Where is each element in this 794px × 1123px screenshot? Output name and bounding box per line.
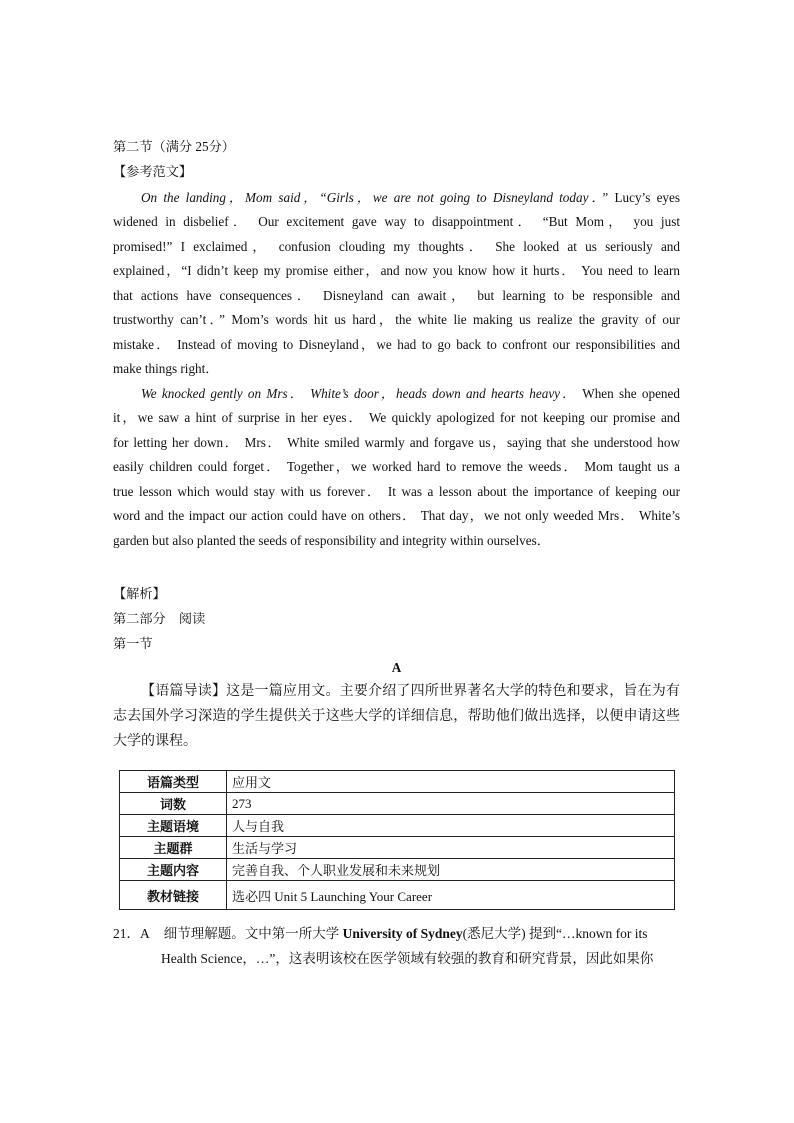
essay-p2-line-7: garden but also planted the seeds of responsibility and integrity within ourselves． xyxy=(113,533,550,548)
table-key: 教材链接 xyxy=(120,881,227,910)
essay-p1-line-1 xyxy=(141,189,680,207)
question-21-university: University of Sydney xyxy=(342,926,463,941)
essay-p1-line-1-rest: Lucy’s eyes xyxy=(608,190,681,205)
essay-p2-line-1-rest: When she opened xyxy=(577,386,680,401)
part-two-heading: 第二部分 阅读 xyxy=(113,611,206,626)
intro-line-2: 志去国外学习深造的学生提供关于这些大学的详细信息，帮助他们做出选择，以便申请这些 xyxy=(113,709,680,724)
analysis-label: 【解析】 xyxy=(113,586,166,601)
table-row xyxy=(120,793,675,815)
table-value: 273 xyxy=(227,793,675,815)
essay-p1-italic-lead: On the landing，Mom said，“Girls，we are not going to Disneyland today．” xyxy=(141,190,609,205)
table-key: 主题内容 xyxy=(120,859,227,881)
section-header: 第二节（满分 25分） xyxy=(113,139,235,154)
question-21-text-b: (悉尼大学) 提到“…known for its xyxy=(462,926,648,941)
essay-p1-line-8: make things right． xyxy=(113,361,219,376)
essay-p2-line-5: true lesson which would stay with us forever． It was a lesson about the importance of keeping our xyxy=(113,484,680,499)
essay-p1-line-3: promised!” I exclaimed， confusion clouding my thoughts． She looked at us seriously and xyxy=(113,239,680,254)
passage-info-table xyxy=(119,770,675,910)
table-key: 主题群 xyxy=(120,837,227,859)
essay-p2-line-1 xyxy=(141,385,680,403)
essay-p1-line-5: that actions have consequences． Disneyland can await， but learning to be responsible and xyxy=(113,288,680,303)
table-key: 语篇类型 xyxy=(120,771,227,793)
table-row xyxy=(120,771,675,793)
essay-p1-line-6: trustworthy can’t．” Mom’s words hit us hard，the white lie making us realize the gravity of our xyxy=(113,312,680,327)
essay-p1-line-4: explained，“I didn’t keep my promise either，and now you know how it hurts． You need to learn xyxy=(113,263,680,278)
section-one-heading: 第一节 xyxy=(113,636,153,651)
essay-p1-line-2: widened in disbelief． Our excitement gave way to disappointment． “But Mom， you just xyxy=(113,214,680,229)
table-row xyxy=(120,837,675,859)
table-key: 词数 xyxy=(120,793,227,815)
essay-p1-line-7: mistake． Instead of moving to Disneyland，we had to go back to confront our responsibilities and xyxy=(113,337,680,352)
intro-line-3: 大学的课程。 xyxy=(113,734,197,749)
table-row xyxy=(120,881,675,910)
essay-p2-line-4: easily children could forget． Together，we worked hard to remove the weeds． Mom taught us a xyxy=(113,459,680,474)
intro-line-1: 【语篇导读】这是一篇应用文。主要介绍了四所世界著名大学的特色和要求，旨在为有 xyxy=(141,684,680,699)
table-key: 主题语境 xyxy=(120,815,227,837)
reference-label: 【参考范文】 xyxy=(113,164,193,179)
essay-p2-italic-lead: We knocked gently on Mrs． White’s door，heads down and hearts heavy． xyxy=(141,386,578,401)
question-21-line-1 xyxy=(113,925,648,943)
essay-p2-line-6: word and the impact our action could have on others． That day，we not only weeded Mrs． White’s xyxy=(113,508,680,523)
table-value: 完善自我、个人职业发展和未来规划 xyxy=(227,859,675,881)
table-row xyxy=(120,815,675,837)
table-value: 生活与学习 xyxy=(227,837,675,859)
question-21-line-2: Health Science，…”，这表明该校在医学领域有较强的教育和研究背景，因此如果你 xyxy=(161,951,654,966)
question-21-number: 21．A xyxy=(113,926,150,941)
question-21-text-a: 细节理解题。文中第一所大学 xyxy=(163,926,343,941)
essay-p2-line-2: it，we saw a hint of surprise in her eyes． We quickly apologized for not keeping our promise and xyxy=(113,410,680,425)
table-value: 人与自我 xyxy=(227,815,675,837)
table-value: 选必四 Unit 5 Launching Your Career xyxy=(227,881,675,910)
essay-p2-line-3: for letting her down． Mrs． White smiled warmly and forgave us，saying that she understood how xyxy=(113,435,680,450)
table-row xyxy=(120,859,675,881)
table-value: 应用文 xyxy=(227,771,675,793)
passage-letter: A xyxy=(391,660,402,675)
